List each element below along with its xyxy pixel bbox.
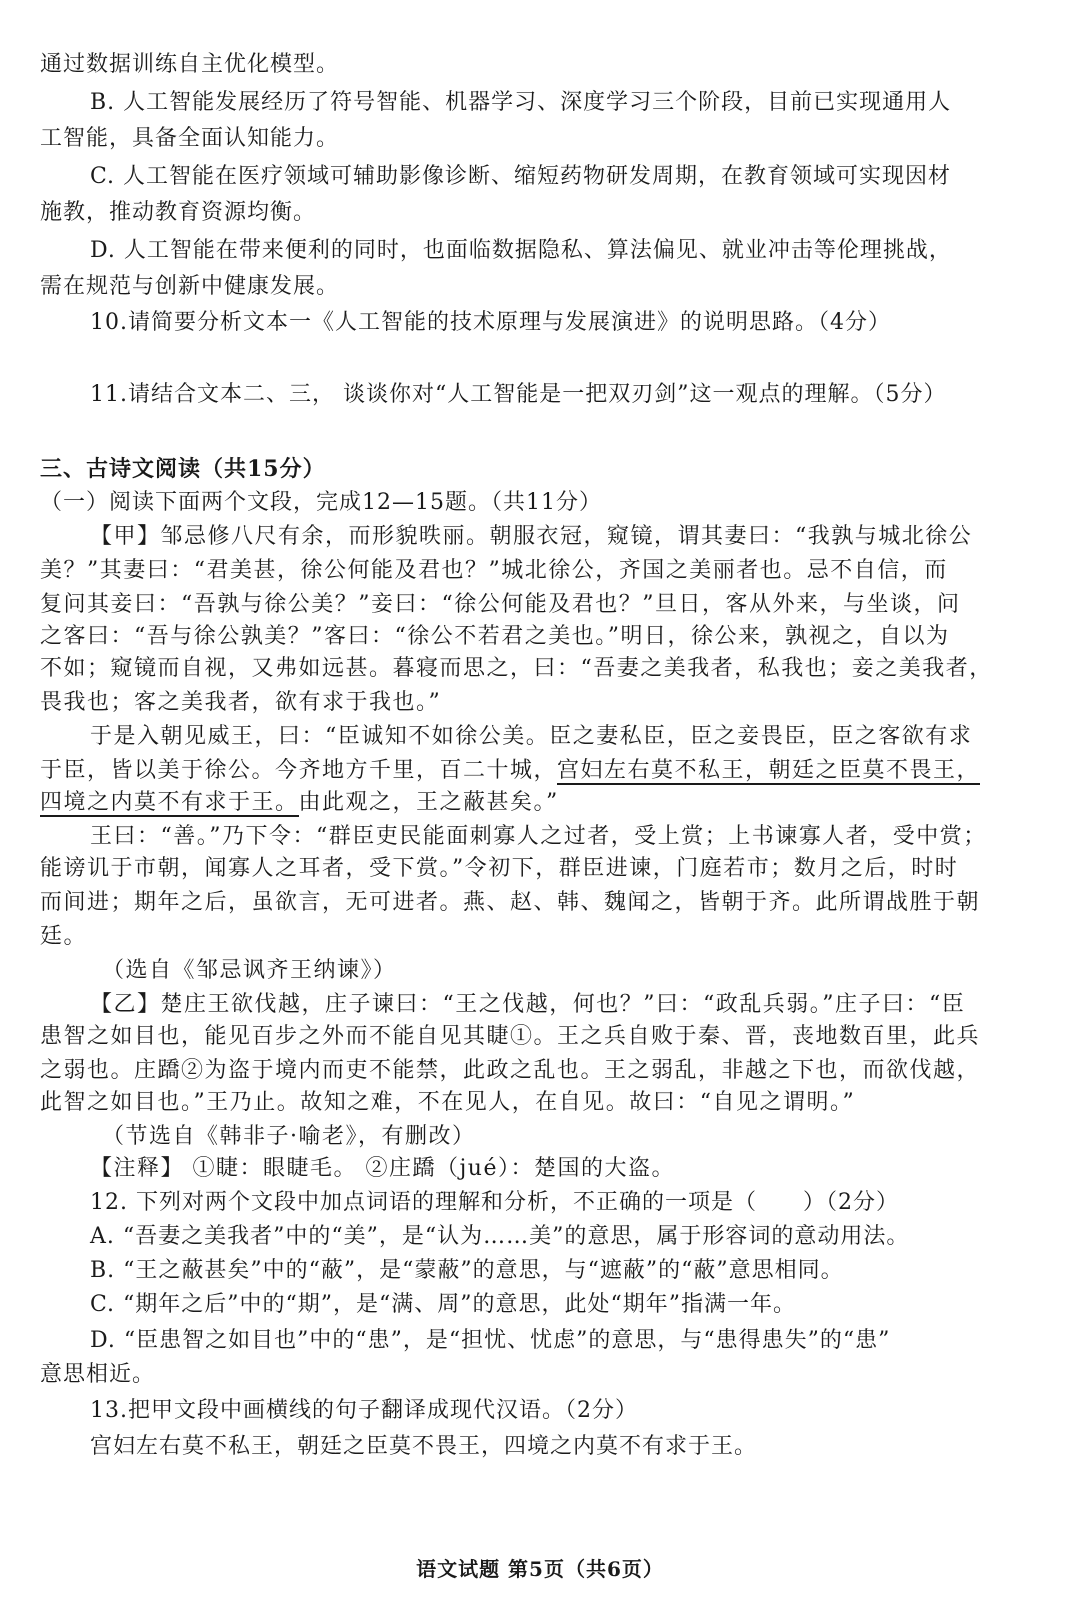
jia-line-underlined <box>40 786 559 820</box>
q13-sentence: 宫妇左右莫不私王，朝廷之臣莫不畏王，四境之内莫不有求于王。 <box>90 1434 758 1459</box>
jia-line: 之客曰：“吾与徐公孰美？”客曰：“徐公不若君之美也。”明日，徐公来，孰视之，自以为 <box>40 624 950 649</box>
yi-line: 此智之如目也。”王乃止。故知之难，不在见人，在自见。故曰：“自见之谓明。” <box>40 1090 856 1115</box>
jia-line-underlined <box>40 754 980 788</box>
q12-option-d: D. “臣患智之如目也”中的“患”，是“担忧、忧虑”的意思，与“患得患失”的“患” <box>90 1328 891 1353</box>
yi-source: （节选自《韩非子·喻老》，有删改） <box>102 1124 476 1149</box>
section-3-title: 三、古诗文阅读（共15分） <box>40 456 326 482</box>
jia-line: 于是入朝见威王，曰：“臣诚知不如徐公美。臣之妻私臣，臣之妾畏臣，臣之客欲有求 <box>90 724 973 749</box>
jia-line: 复问其妾曰：“吾孰与徐公美？”妾曰：“徐公何能及君也？”旦日，客从外来，与坐谈，问 <box>40 592 961 617</box>
jia-line: 能谤讥于市朝，闻寡人之耳者，受下赏。”令初下，群臣进谏，门庭若市；数月之后，时时 <box>40 856 959 881</box>
section-3-part-1: （一）阅读下面两个文段，完成12—15题。（共11分） <box>40 490 602 515</box>
q9-option-b-cont: 工智能，具备全面认知能力。 <box>40 126 340 151</box>
yi-line: 之弱也。庄蹻②为盗于境内而吏不能禁，此政之乱也。王之弱乱，非越之下也，而欲伐越， <box>40 1058 981 1083</box>
q9-option-c: C. 人工智能在医疗领域可辅助影像诊断、缩短药物研发周期，在教育领域可实现因材 <box>90 164 952 189</box>
question-11: 11.请结合文本二、三， 谈谈你对“人工智能是一把双刃剑”这一观点的理解。（5分） <box>90 382 947 407</box>
jia-text: 于臣，皆以美于徐公。今齐地方千里，百二十城， <box>40 758 558 783</box>
jia-line: 廷。 <box>40 924 88 949</box>
jia-line: 王曰：“善。”乃下令：“群臣吏民能面刺寡人之过者，受上赏；上书谏寡人者，受中赏； <box>90 824 987 849</box>
question-12: 12. 下列对两个文段中加点词语的理解和分析，不正确的一项是（ ）（2分） <box>90 1190 899 1215</box>
jia-source: （选自《邹忌讽齐王纳谏》） <box>102 958 397 983</box>
annotation: 【注释】 ①睫：眼睫毛。 ②庄蹻（jué）：楚国的大盗。 <box>90 1156 675 1181</box>
jia-line: 而间进；期年之后，虽欲言，无可进者。燕、赵、韩、魏闻之，皆朝于齐。此所谓战胜于朝 <box>40 890 981 915</box>
q9-option-d-cont: 需在规范与创新中健康发展。 <box>40 274 340 299</box>
underlined-sentence: 宫妇左右莫不私王，朝廷之臣莫不畏王， <box>557 758 981 783</box>
q12-option-d-cont: 意思相近。 <box>40 1362 156 1387</box>
yi-line: 【乙】楚庄王欲伐越，庄子谏曰：“王之伐越，何也？”曰：“政乱兵弱。”庄子曰：“臣 <box>90 992 966 1017</box>
q9-option-c-cont: 施教，推动教育资源均衡。 <box>40 200 317 225</box>
q12-option-a: A. “吾妻之美我者”中的“美”，是“认为……美”的意思，属于形容词的意动用法。 <box>90 1224 910 1249</box>
question-10: 10.请简要分析文本一《人工智能的技术原理与发展演进》的说明思路。（4分） <box>90 310 891 335</box>
jia-line: 不如；窥镜而自视，又弗如远甚。暮寝而思之，曰：“吾妻之美我者，私我也；妾之美我者， <box>40 656 993 681</box>
q12-option-c: C. “期年之后”中的“期”，是“满、周”的意思，此处“期年”指满一年。 <box>90 1292 797 1317</box>
jia-line: 美？”其妻曰：“君美甚，徐公何能及君也？”城北徐公，齐国之美丽者也。忌不自信，而 <box>40 558 948 583</box>
q9-option-b: B. 人工智能发展经历了符号智能、机器学习、深度学习三个阶段，目前已实现通用人 <box>90 90 952 115</box>
question-13: 13.把甲文段中画横线的句子翻译成现代汉语。（2分） <box>90 1398 638 1423</box>
jia-text: 由此观之，王之蔽甚矣。” <box>298 790 559 815</box>
jia-line: 【甲】邹忌修八尺有余，而形貌昳丽。朝服衣冠，窥镜，谓其妻曰：“我孰与城北徐公 <box>90 524 973 549</box>
q9-option-d: D. 人工智能在带来便利的同时，也面临数据隐私、算法偏见、就业冲击等伦理挑战， <box>90 238 952 263</box>
underlined-sentence: 四境之内莫不有求于王。 <box>40 790 299 815</box>
q9-option-a-end: 通过数据训练自主优化模型。 <box>40 52 340 77</box>
yi-line: 患智之如目也，能见百步之外而不能自见其睫①。王之兵自败于秦、晋，丧地数百里，此兵 <box>40 1024 981 1049</box>
page-footer: 语文试题 第5页（共6页） <box>416 1557 664 1581</box>
q12-option-b: B. “王之蔽甚矣”中的“蔽”，是“蒙蔽”的意思，与“遮蔽”的“蔽”意思相同。 <box>90 1258 844 1283</box>
jia-line: 畏我也；客之美我者，欲有求于我也。” <box>40 690 442 715</box>
